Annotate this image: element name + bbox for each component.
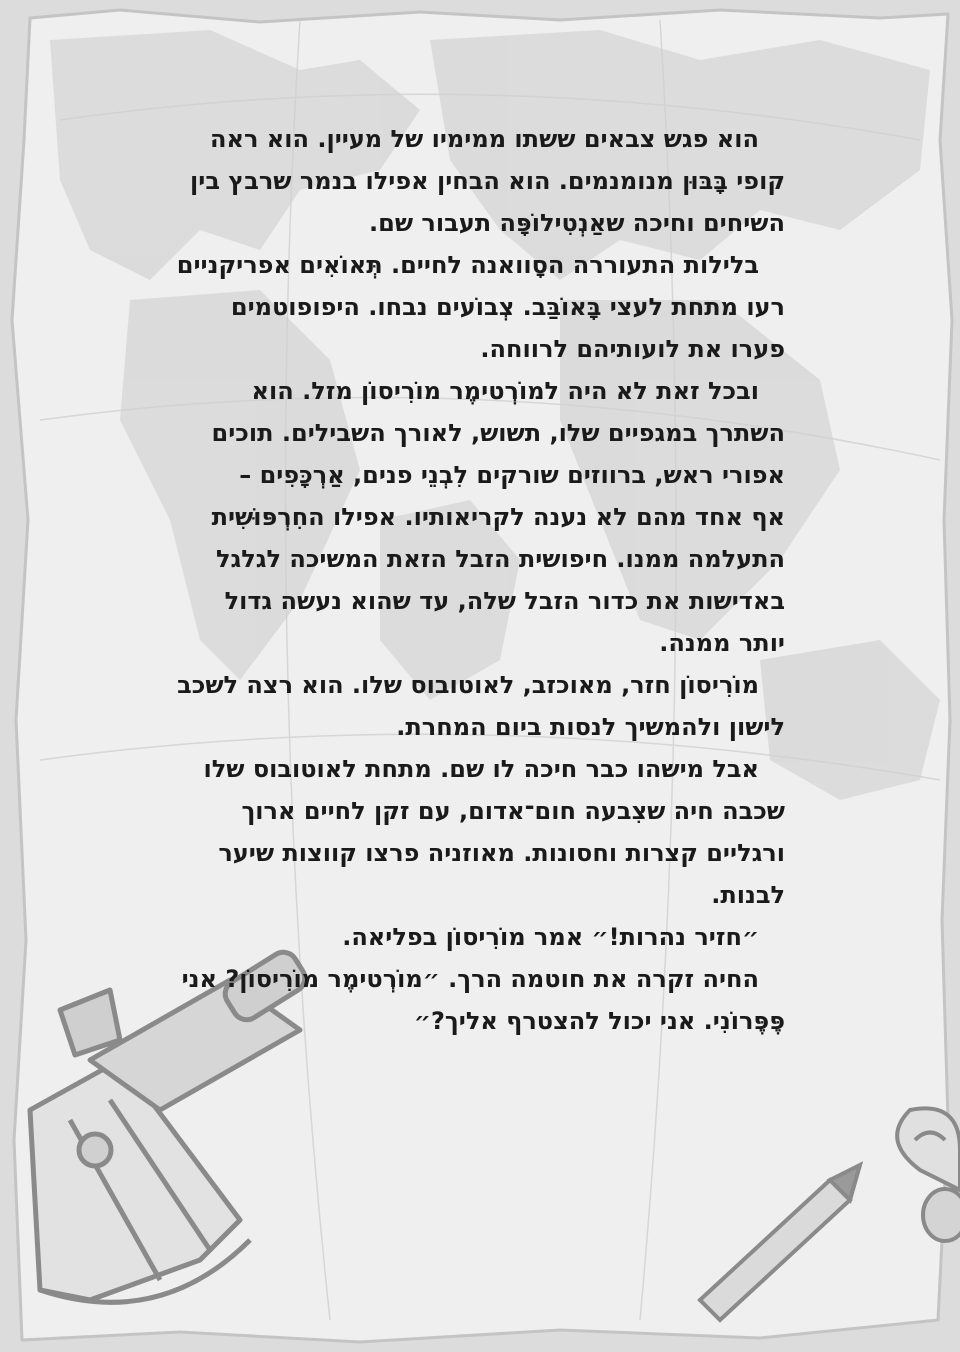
- text-line: השיחים וחיכה שאַנְטִילוֹפָּה תעבור שם.: [369, 209, 785, 237]
- text-line: לישון ולהמשיך לנסות ביום המחרת.: [396, 713, 785, 741]
- text-line: אפורי ראש, ברווזים שורקים לִבְנֵי פנים, אַרְכָּפִים –: [239, 461, 785, 489]
- text-line: יותר ממנה.: [659, 629, 785, 657]
- text-line: לבנות.: [711, 881, 785, 909]
- text-line: ורגליים קצרות וחסונות. מאוזניה פרצו קווצות שיער: [218, 839, 785, 867]
- paragraph-5: [150, 748, 785, 916]
- text-line: השתרך במגפיים שלו, תשוש, לאורך השבילים. תוכים: [211, 419, 785, 447]
- acorn-icon: [923, 1189, 960, 1241]
- text-line: החיה זקרה את חוטמה הרך. ״מוֹרְטימֶר מוֹרִיסוֹן? אני: [181, 965, 759, 993]
- text-line: פֶּפֶּרוֹנִי. אני יכול להצטרף אליך?״: [413, 1007, 785, 1035]
- text-line: מוֹרִיסוֹן חזר, מאוכזב, לאוטובוס שלו. הוא רצה לשכב: [177, 671, 759, 699]
- text-line: שכבה חיה שצִבעה חום־אדום, עם זקן לחיים ארוך: [241, 797, 785, 825]
- paragraph-6: [150, 916, 785, 958]
- text-line: קופי בָּבּוּן מנומנמים. הוא הבחין אפילו בנמר שרבץ בין: [190, 167, 785, 195]
- text-line: הוא פגש צבאים ששתו ממימיו של מעיין. הוא ראה: [210, 125, 759, 153]
- text-line: אבל מישהו כבר חיכה לו שם. מתחת לאוטובוס שלו: [203, 755, 759, 783]
- paragraph-4: [150, 664, 785, 748]
- text-line: בלילות התעוררה הסָוואנה לחיים. תְּאוֹאִים אפריקניים: [176, 251, 759, 279]
- text-line: פערו את לועותיהם לרווחה.: [480, 335, 785, 363]
- paragraph-7: [150, 958, 785, 1042]
- text-line: אף אחד מהם לא נענה לקריאותיו. אפילו החִרְפּוּשִׁית: [211, 503, 785, 531]
- text-line: ובכל זאת לא היה למוֹרְטימֶר מוֹרִיסוֹן מזל. הוא: [251, 377, 759, 405]
- text-line: ״חזיר נהרות!״ אמר מוֹרִיסוֹן בפליאה.: [342, 923, 759, 951]
- paragraph-1: [150, 118, 785, 244]
- paragraph-2: [150, 244, 785, 370]
- story-text: [150, 118, 785, 1042]
- text-line: התעלמה ממנו. חיפושית הזבל הזאת המשיכה לגלגל: [215, 545, 785, 573]
- text-line: רעו מתחת לעצי בָּאוֹבַּב. צְבוֹעים נבחו. היפופוטמים: [230, 293, 785, 321]
- text-line: באדישות את כדור הזבל שלה, עד שהוא נעשה גדול: [224, 587, 785, 615]
- paragraph-3: [150, 370, 785, 664]
